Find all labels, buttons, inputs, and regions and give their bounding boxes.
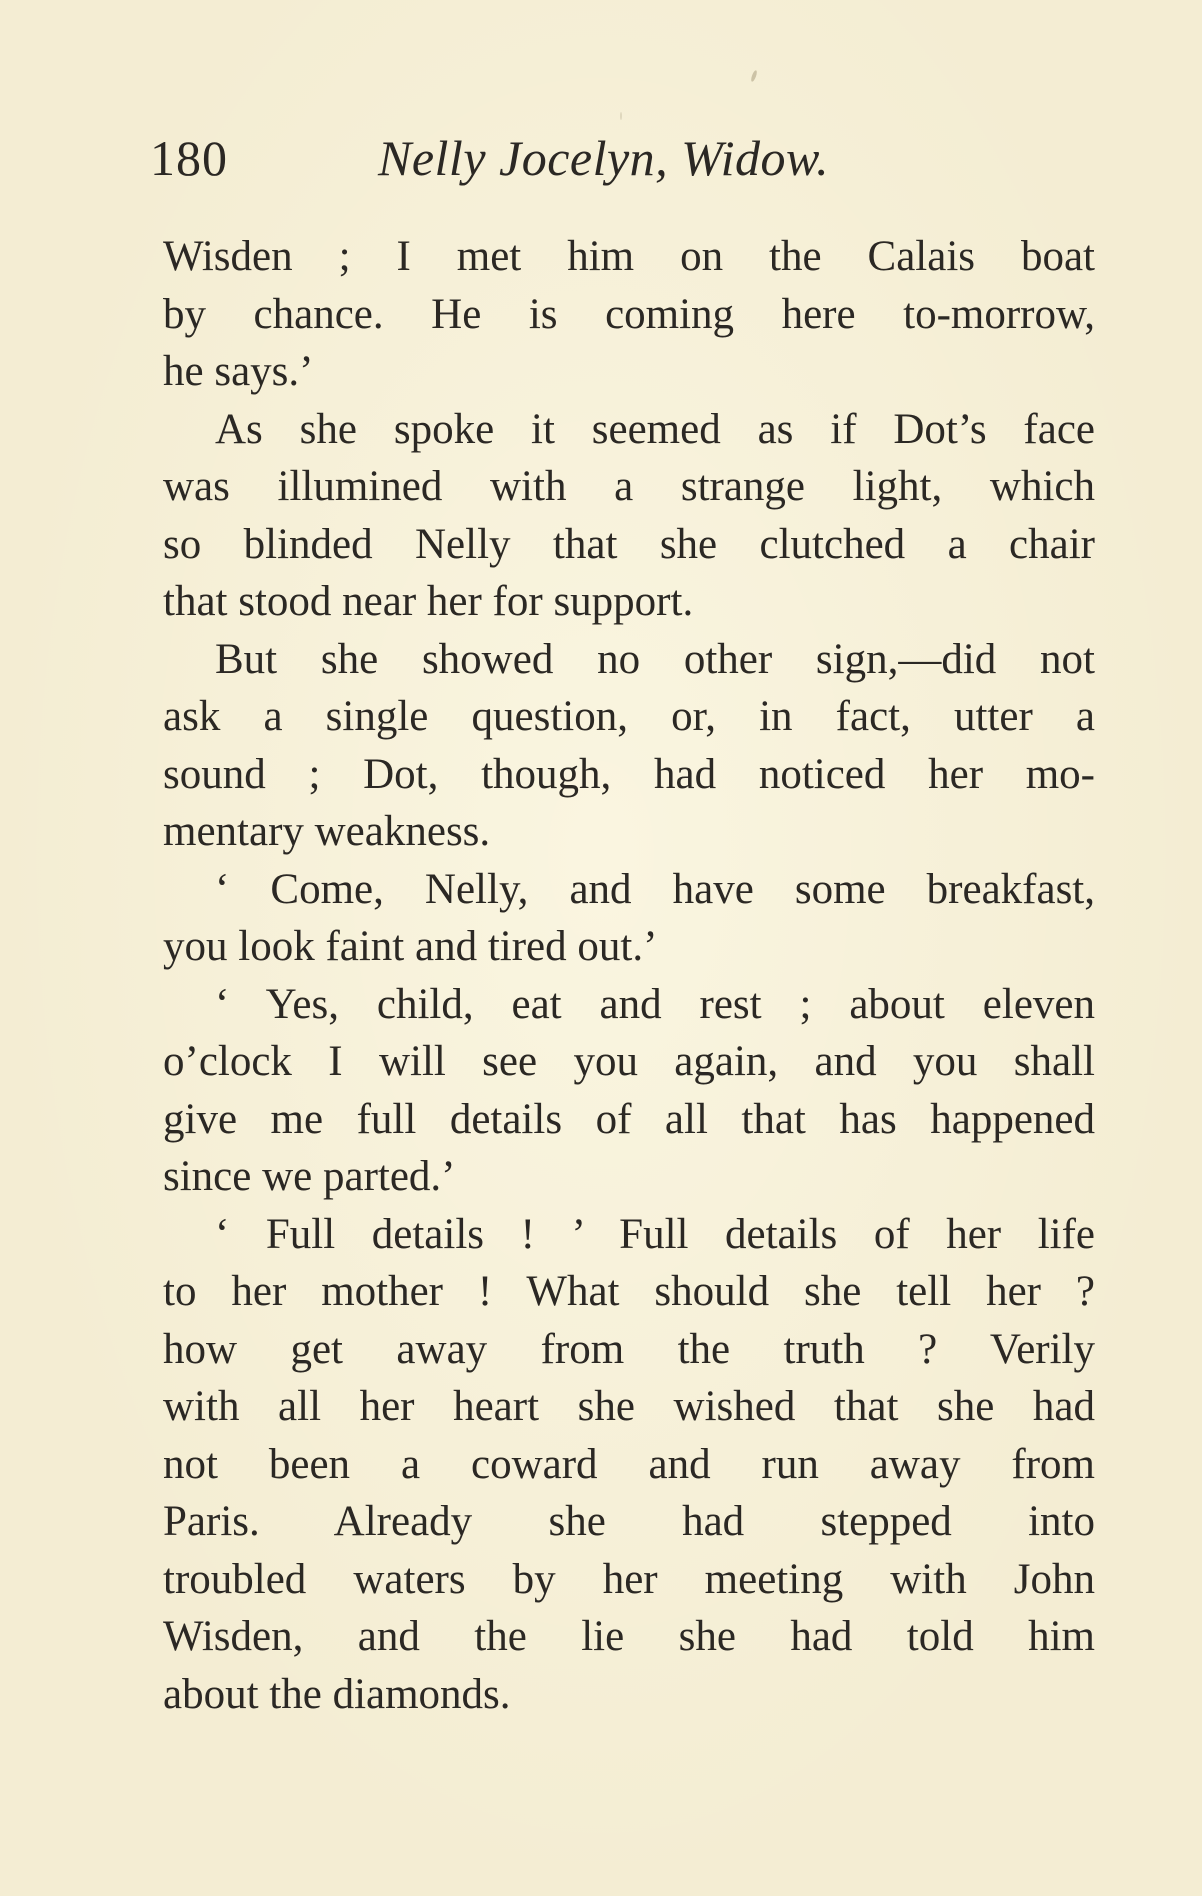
text-line: so blinded Nelly that she clutched a chair [163, 520, 1095, 568]
text-line: about the diamonds. [163, 1670, 511, 1718]
text-line: you look faint and tired out.’ [163, 923, 658, 970]
text-line: ‘ Full details ! ’ Full details of her life [215, 1210, 1095, 1258]
text-line: Wisden ; I met him on the Calais boat [163, 233, 1095, 280]
paper-speck [620, 112, 622, 120]
text-line: how get away from the truth ? Verily [163, 1325, 1095, 1373]
text-line: sound ; Dot, though, had noticed her mo- [163, 750, 1095, 798]
text-line: to her mother ! What should she tell her ? [163, 1268, 1095, 1315]
text-line: ask a single question, or, in fact, utter a [163, 693, 1095, 740]
body-text [163, 228, 1095, 1723]
text-line: not been a coward and run away from [163, 1440, 1095, 1488]
text-line: mentary weakness. [163, 808, 491, 855]
text-line: ‘ Yes, child, eat and rest ; about eleven [215, 980, 1095, 1028]
text-line: by chance. He is coming here to-morrow, [163, 290, 1095, 338]
text-line: As she spoke it seemed as if Dot’s face [215, 405, 1095, 453]
text-line: o’clock I will see you again, and you shall [163, 1038, 1095, 1085]
text-line: with all her heart she wished that she had [163, 1383, 1095, 1430]
running-head: Nelly Jocelyn, Widow. [378, 130, 830, 186]
text-line: Wisden, and the lie she had told him [163, 1613, 1095, 1660]
text-line: was illumined with a strange light, which [163, 463, 1095, 510]
paper-speck [750, 70, 758, 83]
text-line: give me full details of all that has happened [163, 1095, 1095, 1143]
text-line: Paris. Already she had stepped into [163, 1498, 1095, 1545]
page-number: 180 [150, 130, 228, 186]
text-line: since we parted.’ [163, 1153, 456, 1200]
text-line: that stood near her for support. [163, 578, 694, 625]
text-line: troubled waters by her meeting with John [163, 1555, 1095, 1603]
text-line: ‘ Come, Nelly, and have some breakfast, [215, 865, 1095, 913]
text-line: But she showed no other sign,—did not [215, 635, 1095, 683]
text-line: he says.’ [163, 348, 314, 395]
page-header [150, 128, 1100, 188]
